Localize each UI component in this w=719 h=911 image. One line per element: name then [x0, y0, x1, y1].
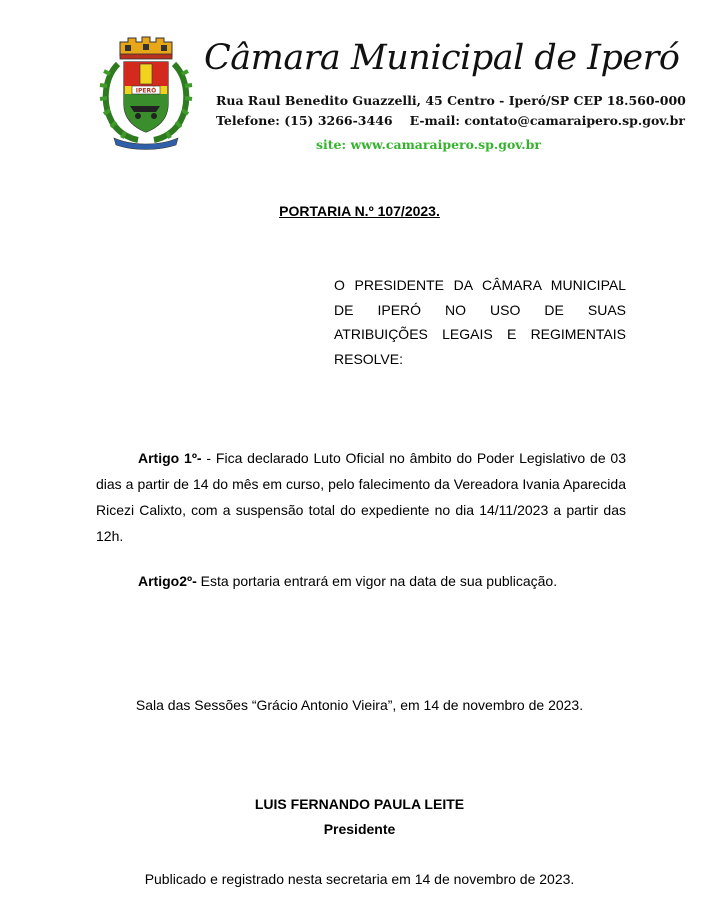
publication-note: Publicado e registrado nesta secretaria em 14 de novembro de 2023.: [144, 871, 575, 887]
preamble-line: DE IPERÓ NO USO DE SUAS: [334, 301, 626, 318]
article-2-text: Esta portaria entrará em vigor na data de sua publicação.: [196, 573, 558, 589]
crest-banner-text: IPERÓ: [135, 87, 157, 95]
article-1: [96, 445, 626, 549]
session-line: Sala das Sessões “Grácio Antonio Vieira”, em 14 de novembro de 2023.: [135, 697, 584, 713]
header-phone: Telefone: (15) 3266-3446: [216, 113, 393, 128]
article-2-label: Artigo2º-: [138, 573, 197, 589]
article-1-label: Artigo 1º-: [138, 450, 202, 466]
institution-title: Câmara Municipal de Iperó: [204, 38, 680, 78]
article-2: [96, 568, 626, 594]
header-site-link[interactable]: site: www.camaraipero.sp.gov.br: [316, 137, 541, 152]
article-1-text: - Fica declarado Luto Oficial no âmbito do Poder Legislativo de 03 dias a partir de 14 do mês em curso, pelo falecimento da Vereadora Ivania Aparecida Ricezi Calixto, com a suspensão total do expediente no dia 14/11/2023 a partir das 12h.: [96, 450, 626, 544]
header-contact-line: [216, 113, 685, 129]
document-title: PORTARIA N.º 107/2023.: [279, 203, 440, 219]
header-address: Rua Raul Benedito Guazzelli, 45 Centro - Iperó/SP CEP 18.560-000: [216, 93, 686, 108]
preamble-line: ATRIBUIÇÕES LEGAIS E REGIMENTAIS: [334, 326, 626, 342]
signatory-role: Presidente: [323, 821, 396, 837]
signatory-name: LUIS FERNANDO PAULA LEITE: [254, 796, 465, 812]
header-email[interactable]: E-mail: contato@camaraipero.sp.gov.br: [409, 113, 685, 128]
preamble-line: O PRESIDENTE DA CÂMARA MUNICIPAL: [334, 277, 626, 293]
preamble-line: RESOLVE:: [334, 350, 403, 367]
coat-of-arms-icon: [98, 34, 194, 154]
preamble: [334, 273, 626, 371]
